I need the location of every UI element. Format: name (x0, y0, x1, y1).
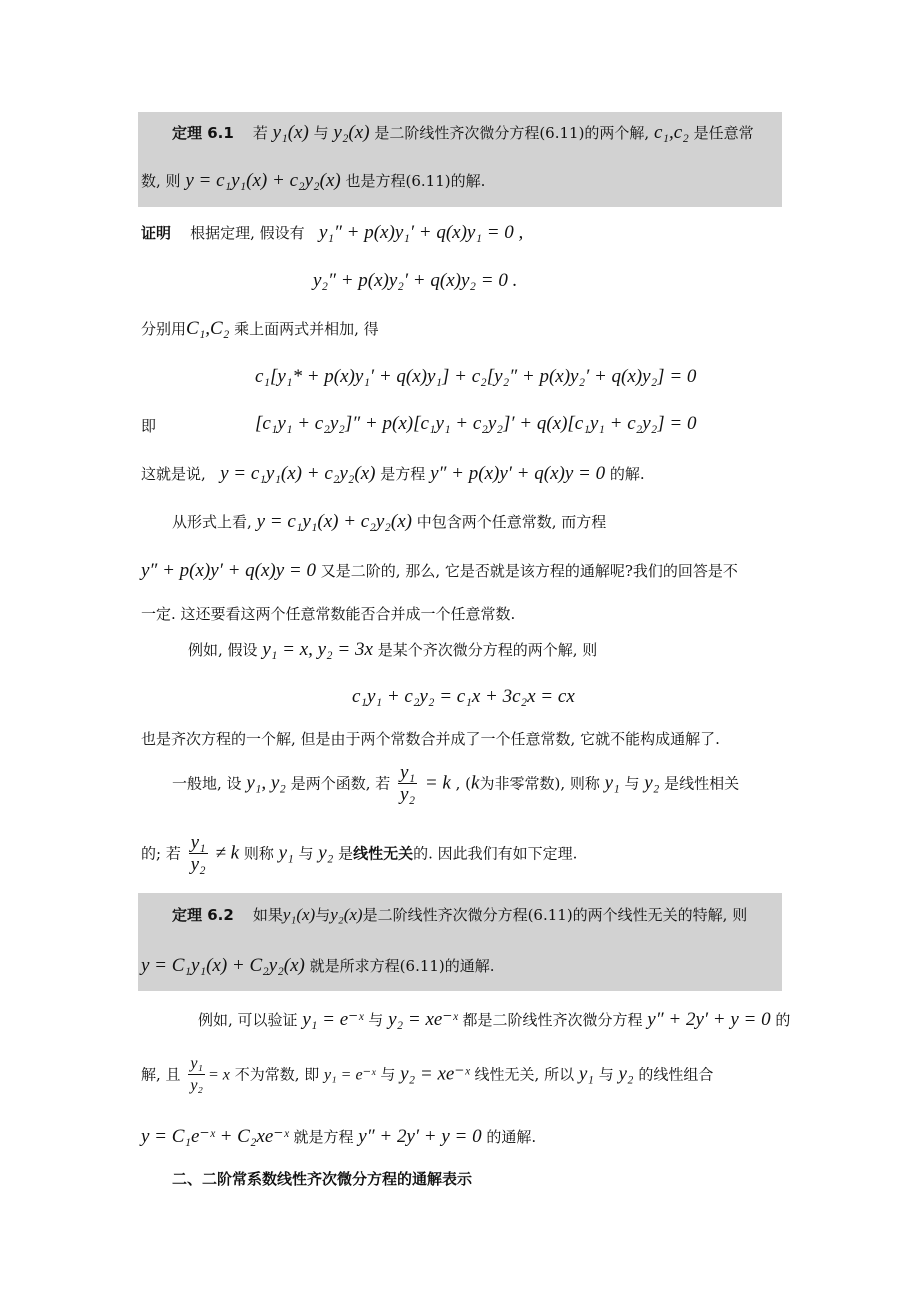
numerator: y₁ (190, 832, 206, 853)
math: y₂(x) (330, 905, 363, 924)
math: y₁ (604, 772, 620, 794)
text: 为非零常数), 则称 (479, 774, 600, 793)
math: y″ + p(x)y′ + q(x)y = 0 (430, 463, 606, 484)
math-formula: y = c₁y₁(x) + c₂y₂(x) (185, 170, 341, 191)
math: y₁ (578, 1063, 594, 1085)
math: y₂ (644, 772, 660, 794)
theorem-6-2-line-2 (141, 955, 495, 977)
text: 的; 若 (141, 844, 181, 863)
math: y₁ = e⁻ˣ (324, 1066, 376, 1084)
text: 与 (380, 1065, 396, 1084)
math-eq1: y₁″ + p(x)y₁′ + q(x)y₁ = 0 , (318, 222, 524, 243)
linear-independence-line (141, 833, 577, 876)
math: y″ + 2y′ + y = 0 (358, 1126, 482, 1147)
math: y″ + p(x)y′ + q(x)y = 0 (141, 560, 317, 581)
text: 是两个函数, 若 (290, 774, 391, 793)
theorem-6-2-line-1 (172, 904, 747, 925)
text: 的解. (609, 465, 645, 483)
text: 从形式上看, (172, 513, 252, 531)
text: 的. 因此我们有如下定理. (413, 844, 578, 863)
theorem-6-1-line-1 (172, 122, 754, 144)
math: y = C₁e⁻ˣ + C₂xe⁻ˣ (141, 1126, 289, 1147)
text: 是方程 (380, 465, 426, 483)
text: 一般地, 设 (172, 774, 242, 793)
text: 与 (624, 774, 640, 793)
proof-eq-2: y₂″ + p(x)y₂′ + q(x)y₂ = 0 . (313, 270, 518, 291)
theorem-label: 定理 6.1 (172, 124, 234, 142)
discussion-line-3: 一定. 这还要看这两个任意常数能否合并成一个任意常数. (141, 605, 516, 623)
math: y₁(x) (282, 905, 316, 924)
denominator: y₂ (190, 1077, 203, 1094)
example-equation: c₁y₁ + c₂y₂ = c₁x + 3c₂x = cx (352, 686, 575, 707)
bold-term: 线性无关 (353, 844, 414, 863)
numerator: y₁ (400, 762, 416, 783)
example-conclusion: 也是齐次方程的一个解, 但是由于两个常数合并成了一个任意常数, 它就不能构成通解了. (141, 730, 720, 748)
math-c1c2: c₁,c₂ (653, 122, 689, 143)
example2-line-2 (141, 1054, 713, 1097)
text: 也是方程(6.11)的解. (345, 172, 486, 190)
text: 是任意常 (693, 124, 754, 142)
text: 如果 (252, 906, 283, 924)
proof-ji: 即 (141, 417, 157, 435)
text: 例如, 假设 (188, 641, 258, 659)
section-heading: 二、二阶常系数线性齐次微分方程的通解表示 (172, 1170, 473, 1188)
theorem-6-1-line-2 (141, 170, 485, 192)
text: 与 (598, 1065, 614, 1084)
general-line (172, 763, 739, 806)
text: 分别用 (141, 320, 187, 338)
math-y1x: y₁(x) (272, 122, 309, 143)
math-y2x: y₂(x) (333, 122, 370, 143)
math: y₁ (278, 842, 294, 864)
text: 线性无关, 所以 (474, 1065, 575, 1084)
text: 中包含两个任意常数, 而方程 (416, 513, 607, 531)
text: 数, 则 (141, 172, 181, 190)
math: y″ + 2y′ + y = 0 (647, 1009, 771, 1030)
theorem-label: 定理 6.2 (172, 906, 234, 924)
text: 的 (775, 1011, 791, 1029)
proof-line-1 (141, 222, 523, 244)
fraction-y1-y2 (188, 1054, 205, 1097)
math-C1C2: C₁,C₂ (186, 318, 230, 339)
discussion-line-2 (141, 560, 738, 582)
math: y₁, y₂ (246, 772, 286, 794)
proof-multiply (141, 318, 379, 340)
math: y₁ = x, y₂ = 3x (262, 639, 373, 660)
discussion-line-1 (172, 511, 606, 533)
math: ≠ k (215, 842, 240, 864)
proof-eq-4: [c₁y₁ + c₂y₂]″ + p(x)[c₁y₁ + c₂y₂]′ + q(x)[c₁y₁ + c₂y₂] = 0 (255, 413, 697, 434)
math: k (471, 772, 480, 794)
text: 是二阶线性齐次微分方程(6.11)的两个线性无关的特解, 则 (362, 906, 748, 924)
math: = x (208, 1066, 230, 1084)
numerator: y₁ (188, 1054, 205, 1075)
text: 是某个齐次微分方程的两个解, 则 (377, 641, 598, 659)
math: y = c₁y₁(x) + c₂y₂(x) (256, 511, 412, 532)
text: 是 (338, 844, 354, 863)
text: 这就是说, (141, 465, 206, 483)
proof-eq-3: c₁[y₁* + p(x)y₁′ + q(x)y₁] + c₂[y₂″ + p(x)y₂′ + q(x)y₂] = 0 (255, 366, 697, 387)
text: 与 (298, 844, 314, 863)
text: 与 (315, 906, 331, 924)
denominator: y₂ (400, 784, 416, 805)
math-formula: y = C₁y₁(x) + C₂y₂(x) (141, 955, 305, 976)
text: 不为常数, 即 (234, 1065, 320, 1084)
math: y = c₁y₁(x) + c₂y₂(x) (220, 463, 376, 484)
text: 的通解. (486, 1128, 537, 1146)
text: 是线性相关 (664, 774, 740, 793)
math: y₂ (318, 842, 334, 864)
text: , ( (455, 774, 472, 793)
text: 是二阶线性齐次微分方程(6.11)的两个解, (374, 124, 650, 142)
fraction-y1-y2 (189, 833, 208, 876)
fraction-y1-y2 (398, 763, 417, 806)
math: y₁ = e⁻ˣ (302, 1009, 364, 1030)
text: 则称 (243, 844, 274, 863)
math: y₂ = xe⁻ˣ (388, 1009, 458, 1030)
math: = k (424, 772, 451, 794)
text: 根据定理, 假设有 (190, 224, 305, 242)
text: 若 (252, 124, 268, 142)
text: 又是二阶的, 那么, 它是否就是该方程的通解呢?我们的回答是不 (320, 562, 738, 580)
text: 例如, 可以验证 (198, 1011, 298, 1029)
example2-line-1 (198, 1008, 790, 1031)
proof-conclusion (141, 463, 645, 485)
text: 与 (368, 1011, 384, 1029)
text: 与 (313, 124, 329, 142)
math: y₂ = xe⁻ˣ (400, 1063, 470, 1085)
text: 乘上面两式并相加, 得 (234, 320, 379, 338)
text: 就是所求方程(6.11)的通解. (309, 957, 495, 975)
text: 就是方程 (293, 1128, 354, 1146)
denominator: y₂ (190, 854, 206, 875)
text: 的线性组合 (638, 1065, 714, 1084)
example2-line-3 (141, 1125, 536, 1148)
proof-label: 证明 (141, 224, 172, 242)
math: y₂ (618, 1063, 634, 1085)
text: 都是二阶线性齐次微分方程 (462, 1011, 643, 1029)
example-line (188, 639, 597, 661)
text: 解, 且 (141, 1065, 181, 1084)
